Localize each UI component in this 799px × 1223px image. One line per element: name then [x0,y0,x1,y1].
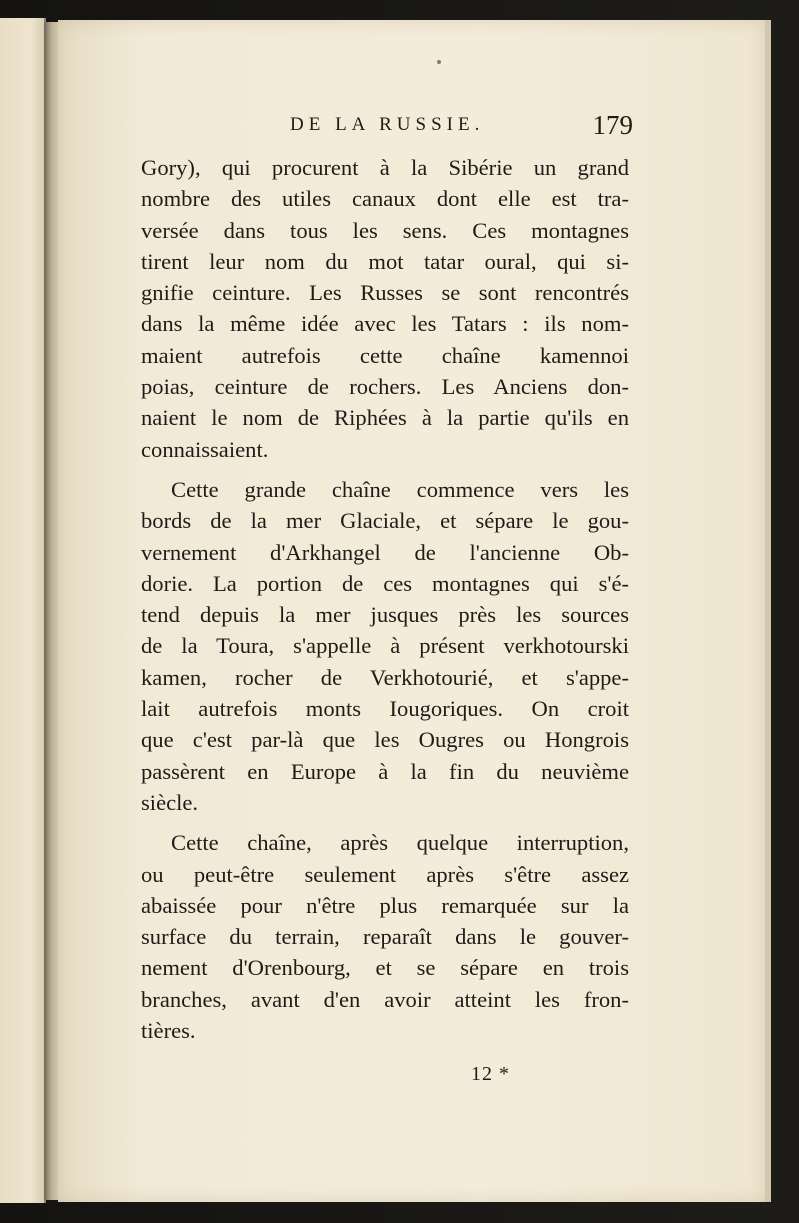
signature-mark: 12 * [471,1063,510,1085]
text-line: passèrent en Europe à la fin du neuvième [141,758,629,784]
text-line: tend depuis la mer jusques près les sources [141,602,629,628]
text-line: maient autrefois cette chaîne kamennoi [141,342,629,368]
text-line: que c'est par-là que les Ougres ou Hongrois [141,727,629,753]
text-line: dorie. La portion de ces montagnes qui s'é- [141,570,629,596]
text-line: Cette grande chaîne commence vers les [171,476,629,502]
text-line: tières. [141,1018,196,1044]
text-line: siècle. [141,789,199,815]
text-line: nement d'Orenbourg, et se sépare en trois [141,955,629,981]
running-head: DE LA RUSSIE. [290,114,485,135]
text-line: versée dans tous les sens. Ces montagnes [141,217,629,243]
text-line: Gory), qui procurent à la Sibérie un grand [141,155,629,180]
text-line: abaissée pour n'être plus remarquée sur la [141,892,629,918]
text-line: ou peut-être seulement après s'être assez [141,861,629,887]
text-line: tirent leur nom du mot tatar oural, qui si- [141,248,629,274]
text-line: lait autrefois monts Iougoriques. On croit [141,696,629,722]
paper-speck [437,60,441,64]
text-line: surface du terrain, reparaît dans le gouver- [141,924,629,950]
text-line: nombre des utiles canaux dont elle est tra- [141,186,629,212]
page-number: 179 [592,110,633,140]
text-line: branches, avant d'en avoir atteint les fron- [141,986,629,1012]
text-line: bords de la mer Glaciale, et sépare le gou- [141,508,629,534]
paragraph-gap [141,818,629,827]
paragraph-gap [141,465,629,474]
page-edge [765,20,771,1202]
text-line: vernement d'Arkhangel de l'ancienne Ob- [141,539,629,565]
facing-page-edge [0,18,46,1203]
text-line: Cette chaîne, après quelque interruption, [171,830,629,856]
text-line: naient le nom de Riphées à la partie qu'ils en [141,405,629,431]
text-line: de la Toura, s'appelle à présent verkhotourski [141,633,629,659]
text-line: gnifie ceinture. Les Russes se sont rencontrés [141,280,629,306]
text-line: dans la même idée avec les Tatars : ils nom- [141,311,629,337]
text-line: kamen, rocher de Verkhotourié, et s'appe- [141,664,629,690]
text-line: poias, ceinture de rochers. Les Anciens don- [141,374,629,400]
body-text [141,152,629,1046]
page-header [290,110,635,146]
text-line: connaissaient. [141,436,269,462]
